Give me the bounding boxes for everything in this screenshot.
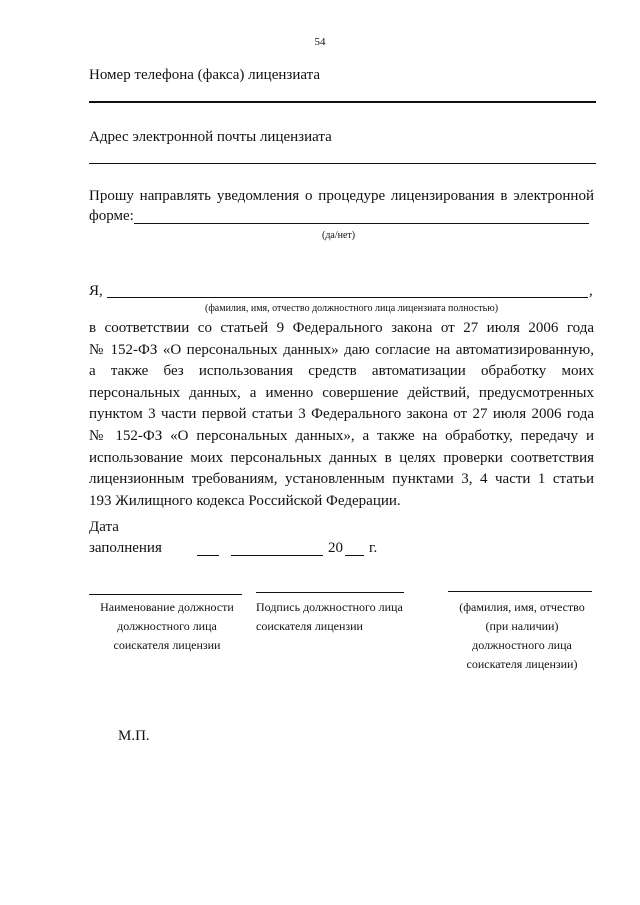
position-caption-line: Наименование должности	[100, 600, 234, 614]
fio-caption-line: должностного лица	[472, 638, 572, 652]
signature-caption	[256, 598, 416, 636]
consent-line: № 152-ФЗ «О персональных данных», а также на обработку, передачу и	[89, 427, 594, 444]
notify-paragraph	[89, 187, 594, 206]
fio-sign-line[interactable]	[448, 591, 592, 592]
date-year-suffix: г.	[369, 540, 378, 556]
consent-line: пунктом 3 части первой статьи 3 Федерального закона от 27 июля 2006 года	[89, 406, 594, 423]
position-caption	[87, 598, 247, 655]
fio-caption-line: (при наличии)	[485, 619, 559, 633]
position-sign-line[interactable]	[89, 594, 242, 595]
consent-line: лицензионным требованиям, установленным пунктами 3, 4 части 1 статьи	[89, 471, 594, 488]
signature-caption-line: соискателя лицензии	[256, 619, 363, 633]
consent-ya: Я,	[89, 283, 103, 299]
date-label-1: Дата	[89, 519, 119, 535]
date-day-field[interactable]	[197, 555, 219, 556]
email-label: Адрес электронной почты лицензиата	[89, 129, 332, 145]
page-number: 54	[314, 36, 326, 48]
fio-hint: (фамилия, имя, отчество должностного лица лицензиата полностью)	[205, 303, 499, 314]
fio-field-line[interactable]	[107, 297, 588, 298]
consent-comma: ,	[589, 283, 593, 299]
position-caption-line: должностного лица	[117, 619, 217, 633]
consent-line: в соответствии со статьей 9 Федерального закона от 27 июля 2006 года	[89, 320, 594, 336]
consent-line: использование моих персональных данных в целях проверки соответствия	[89, 449, 594, 466]
phone-field-line[interactable]	[89, 101, 596, 103]
consent-last-line: 193 Жилищного кодекса Российской Федерации.	[89, 492, 401, 509]
signature-caption-line: Подпись должностного лица	[256, 600, 403, 614]
fio-caption	[442, 598, 602, 674]
date-label-2: заполнения	[89, 540, 162, 556]
stamp-label: М.П.	[118, 728, 150, 744]
notify-line-1: Прошу направлять уведомления о процедуре лицензирования в электронной	[89, 188, 594, 204]
phone-label: Номер телефона (факса) лицензиата	[89, 67, 321, 83]
fio-caption-line: соискателя лицензии)	[466, 657, 578, 671]
date-year-prefix: 20	[328, 540, 343, 556]
consent-line: а также без использования средств автоматизации обработку моих	[89, 363, 594, 380]
notify-form-label: форме:	[89, 208, 134, 224]
fio-caption-line: (фамилия, имя, отчество	[459, 600, 585, 614]
notify-hint: (да/нет)	[322, 230, 356, 241]
notify-answer-line[interactable]	[134, 223, 589, 224]
consent-paragraph	[89, 318, 594, 512]
email-field-line[interactable]	[89, 163, 596, 164]
signature-sign-line[interactable]	[256, 592, 404, 593]
position-caption-line: соискателя лицензии	[113, 638, 221, 652]
date-month-field[interactable]	[231, 555, 323, 556]
date-year-field[interactable]	[345, 555, 364, 556]
consent-line: персональных данных, а именно совершение действий, предусмотренных	[89, 384, 594, 401]
consent-line: № 152-ФЗ «О персональных данных» даю согласие на автоматизированную,	[89, 341, 594, 358]
